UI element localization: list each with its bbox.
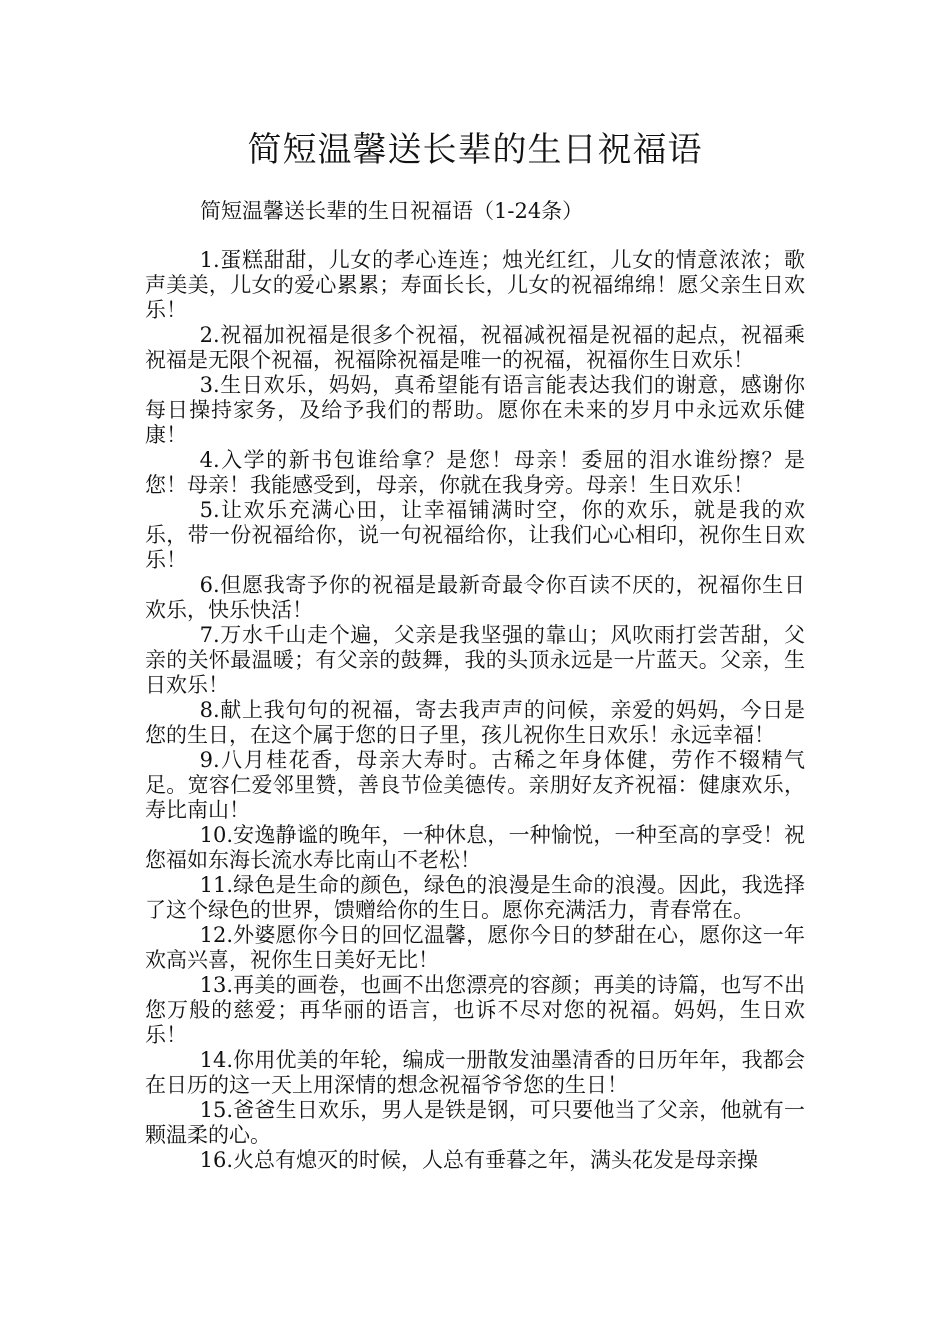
document-subtitle: 简短温馨送长辈的生日祝福语（1-24条） — [200, 199, 584, 223]
paragraph-12: 12.外婆愿你今日的回忆温馨，愿你今日的梦甜在心，愿你这一年欢高兴喜，祝你生日美好无比！ — [145, 923, 805, 972]
paragraph-7: 7.万水千山走个遍，父亲是我坚强的靠山；风吹雨打尝苦甜，父亲的关怀最温暖；有父亲的鼓舞，我的头顶永远是一片蓝天。父亲，生日欢乐！ — [145, 623, 805, 697]
paragraph-14: 14.你用优美的年轮，编成一册散发油墨清香的日历年年，我都会在日历的这一天上用深情的想念祝福爷爷您的生日！ — [145, 1048, 805, 1097]
paragraph-8: 8.献上我句句的祝福，寄去我声声的问候，亲爱的妈妈，今日是您的生日，在这个属于您的日子里，孩儿祝你生日欢乐！永远幸福！ — [145, 698, 805, 747]
paragraph-11: 11.绿色是生命的颜色，绿色的浪漫是生命的浪漫。因此，我选择了这个绿色的世界，馈赠给你的生日。愿你充满活力，青春常在。 — [145, 873, 805, 922]
document-title: 简短温馨送长辈的生日祝福语 — [247, 130, 703, 170]
paragraph-1: 1.蛋糕甜甜，儿女的孝心连连；烛光红红，儿女的情意浓浓；歌声美美，儿女的爱心累累；寿面长长，儿女的祝福绵绵！愿父亲生日欢乐！ — [145, 248, 805, 322]
paragraph-10: 10.安逸静谧的晚年，一种休息，一种愉悦，一种至高的享受！祝您福如东海长流水寿比南山不老松！ — [145, 823, 805, 872]
paragraph-16: 16.火总有熄灭的时候，人总有垂暮之年，满头花发是母亲操 — [199, 1148, 758, 1172]
paragraph-3: 3.生日欢乐，妈妈，真希望能有语言能表达我们的谢意，感谢你每日操持家务，及给予我们的帮助。愿你在未来的岁月中永远欢乐健康！ — [145, 373, 805, 447]
paragraph-13: 13.再美的画卷，也画不出您漂亮的容颜；再美的诗篇，也写不出您万般的慈爱；再华丽的语言，也诉不尽对您的祝福。妈妈，生日欢乐！ — [145, 973, 805, 1047]
paragraph-6: 6.但愿我寄予你的祝福是最新奇最令你百读不厌的，祝福你生日欢乐，快乐快活！ — [145, 573, 805, 622]
document-body — [145, 248, 805, 1173]
paragraph-15: 15.爸爸生日欢乐，男人是铁是钢，可只要他当了父亲，他就有一颗温柔的心。 — [145, 1098, 805, 1147]
paragraph-2: 2.祝福加祝福是很多个祝福，祝福减祝福是祝福的起点，祝福乘祝福是无限个祝福，祝福除祝福是唯一的祝福，祝福你生日欢乐！ — [145, 323, 805, 372]
paragraph-4: 4.入学的新书包谁给拿？是您！母亲！委屈的泪水谁纷擦？是您！母亲！我能感受到，母亲，你就在我身旁。母亲！生日欢乐！ — [145, 448, 805, 497]
paragraph-5: 5.让欢乐充满心田，让幸福铺满时空，你的欢乐，就是我的欢乐，带一份祝福给你，说一句祝福给你，让我们心心相印，祝你生日欢乐！ — [145, 498, 805, 572]
paragraph-9: 9.八月桂花香，母亲大寿时。古稀之年身体健，劳作不辍精气足。宽容仁爱邻里赞，善良节俭美德传。亲朋好友齐祝福：健康欢乐，寿比南山！ — [145, 748, 805, 822]
